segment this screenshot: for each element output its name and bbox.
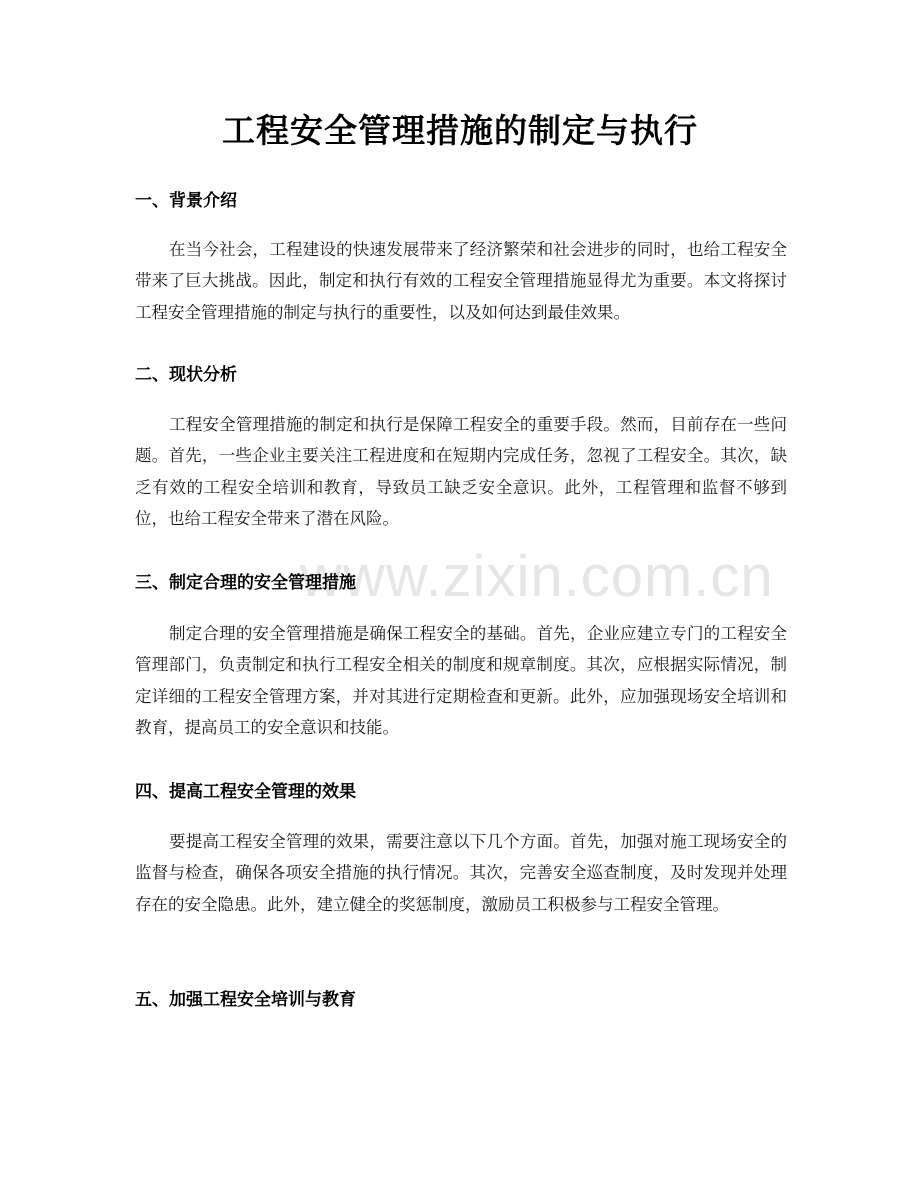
- section-paragraph-background: 在当今社会，工程建设的快速发展带来了经济繁荣和社会进步的同时，也给工程安全带来了巨大挑战。因此，制定和执行有效的工程安全管理措施显得尤为重要。本文将探讨工程安全管理措施的制定与执行的重要性，以及如何达到最佳效果。: [135, 240, 787, 322]
- section-paragraph-formulate-measures: 制定合理的安全管理措施是确保工程安全的基础。首先，企业应建立专门的工程安全管理部门，负责制定和执行工程安全相关的制度和规章制度。其次，应根据实际情况，制定详细的工程安全管理方案，并对其进行定期检查和更新。此外，应加强现场安全培训和教育，提高员工的安全意识和技能。: [135, 624, 787, 737]
- section-heading-background: 一、背景介绍: [135, 191, 237, 211]
- document-title: 工程安全管理措施的制定与执行: [222, 111, 698, 150]
- section-heading-improve-effect: 四、提高工程安全管理的效果: [135, 782, 356, 802]
- section-heading-formulate-measures: 三、制定合理的安全管理措施: [135, 573, 356, 593]
- section-heading-status-analysis: 二、现状分析: [135, 365, 237, 385]
- section-paragraph-improve-effect: 要提高工程安全管理的效果，需要注意以下几个方面。首先，加强对施工现场安全的监督与检查，确保各项安全措施的执行情况。其次，完善安全巡查制度，及时发现并处理存在的安全隐患。此外，建立健全的奖惩制度，激励员工积极参与工程安全管理。: [135, 832, 787, 914]
- watermark: www.zixin.com.cn: [300, 544, 774, 609]
- section-paragraph-status-analysis: 工程安全管理措施的制定和执行是保障工程安全的重要手段。然而，目前存在一些问题。首先，一些企业主要关注工程进度和在短期内完成任务，忽视了工程安全。其次，缺乏有效的工程安全培训和教育，导致员工缺乏安全意识。此外，工程管理和监督不够到位，也给工程安全带来了潜在风险。: [135, 415, 787, 528]
- section-heading-training-education: 五、加强工程安全培训与教育: [135, 990, 356, 1010]
